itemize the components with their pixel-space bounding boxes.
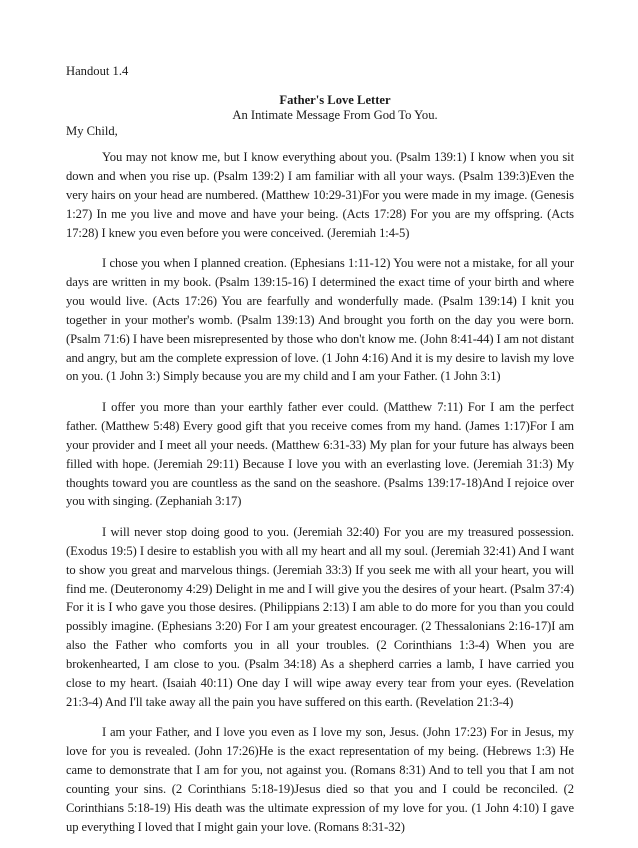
paragraph-5: I am your Father, and I love you even as I love my son, Jesus. (John 17:23) For in Jesus, my love for you is revealed. (John 17:26)He is the exact representation of my being. (Hebrews 1:3) He came to demonstrate that I am for you, not against you. (Romans 8:31) And to tell you that I am not counting your sins. (2 Corinthians 5:18-19)Jesus died so that you and I could be reconciled. (2 Corinthians 5:18-19) His death was the ultimate expression of my love for you. (1 John 4:10) I gave up everything I loved that I might gain your love. (Romans 8:31-32) xyxy=(66,725,574,834)
paragraph-1: You may not know me, but I know everything about you. (Psalm 139:1) I know when you sit down and when you rise up. (Psalm 139:2) I am familiar with all your ways. (Psalm 139:3)Even the very hairs on your head are numbered. (Matthew 10:29-31)For you were made in my image. (Genesis 1:27) In me you live and move and have your being. (Acts 17:28) For you are my offspring. (Acts 17:28) I knew you even before you were conceived. (Jeremiah 1:4-5) xyxy=(66,150,574,240)
handout-label: Handout 1.4 xyxy=(66,64,129,78)
paragraph-3: I offer you more than your earthly father ever could. (Matthew 7:11) For I am the perfect father. (Matthew 5:48) Every good gift that you receive comes from my hand. (James 1:17)For I am your provider and I meet all your needs. (Matthew 6:31-33) My plan for your future has always been filled with hope. (Jeremiah 29:11) Because I love you with an everlasting love. (Jeremiah 31:3) My thoughts toward you are countless as the sand on the seashore. (Psalms 139:17-18)And I rejoice over you with singing. (Zephaniah 3:17) xyxy=(66,399,574,509)
letter-body xyxy=(66,148,574,848)
letter-subtitle: An Intimate Message From God To You. xyxy=(232,108,438,122)
letter-greeting: My Child, xyxy=(66,124,118,138)
paragraph-2: I chose you when I planned creation. (Ephesians 1:11-12) You were not a mistake, for all your days are written in my book. (Psalm 139:15-16) I determined the exact time of your birth and where you would live. (Acts 17:26) You are fearfully and wonderfully made. (Psalm 139:14) I knit you together in your mother's womb. (Psalm 139:13) And brought you forth on the day you were born. (Psalm 71:6) I have been misrepresented by those who don't know me. (John 8:41-44) I am not distant and angry, but am the complete expression of love. (1 John 4:16) And it is my desire to lavish my love on you. (1 John 3:) Simply because you are my child and I am your Father. (1 John 3:1) xyxy=(66,256,574,384)
paragraph-4: I will never stop doing good to you. (Jeremiah 32:40) For you are my treasured possession. (Exodus 19:5) I desire to establish you with all my heart and all my soul. (Jeremiah 32:41) And I want to show you great and marvelous things. (Jeremiah 33:3) If you seek me with all your heart, you will find me. (Deuteronomy 4:29) Delight in me and I will give you the desires of your heart. (Psalm 37:4) For it is I who gave you those desires. (Philippians 2:13) I am able to do more for you than you could possibly imagine. (Ephesians 3:20) For I am your greatest encourager. (2 Thessalonians 2:16-17)I am also the Father who comforts you in all your troubles. (2 Corinthians 1:3-4) When you are brokenhearted, I am close to you. (Psalm 34:18) As a shepherd carries a lamb, I have carried you close to my heart. (Isaiah 40:11) One day I will wipe away every tear from your eyes. (Revelation 21:3-4) And I'll take away all the pain you have suffered on this earth. (Revelation 21:3-4) xyxy=(66,524,574,709)
letter-title: Father's Love Letter xyxy=(279,93,391,107)
